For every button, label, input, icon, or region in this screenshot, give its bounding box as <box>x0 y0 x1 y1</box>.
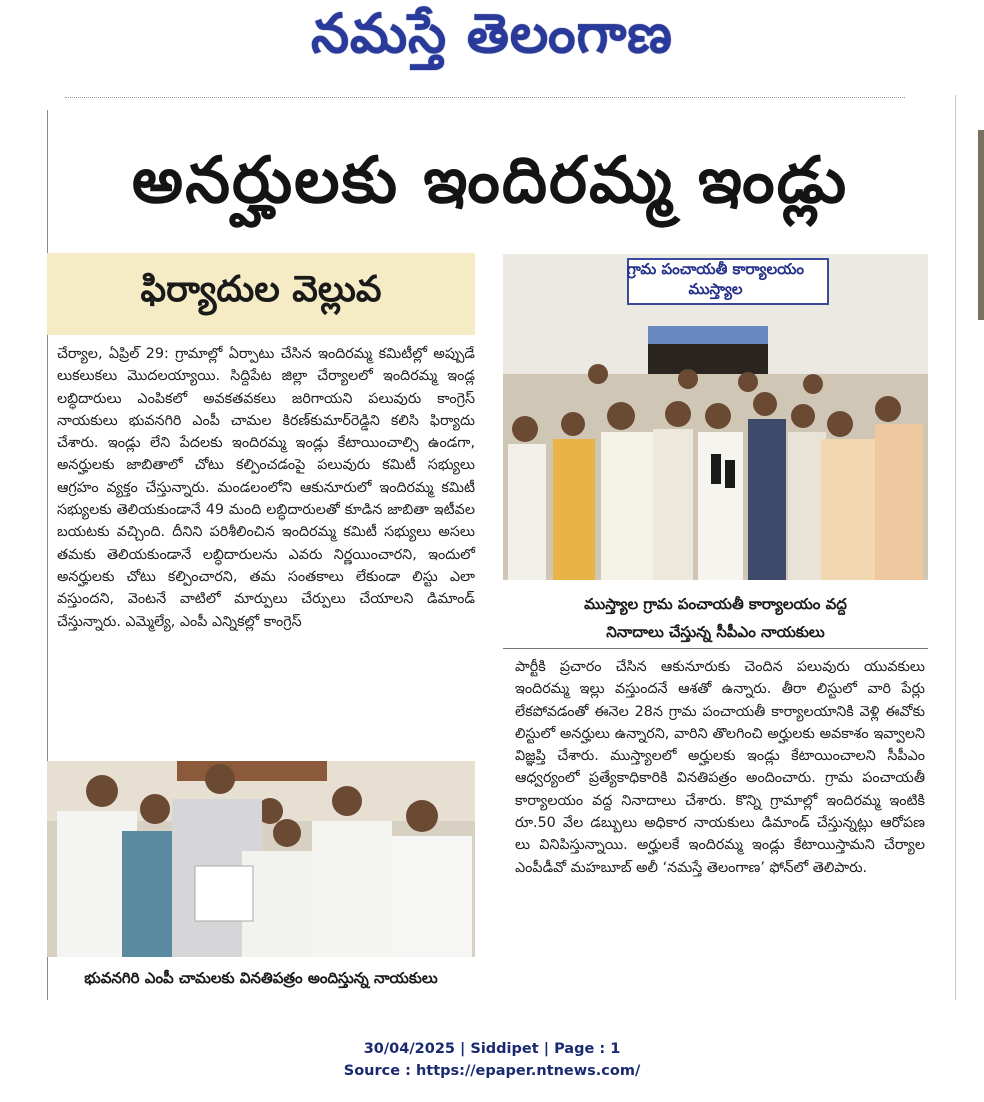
article-column-1: చేర్యాల, ఏప్రిల్ 29: గ్రామాల్లో ఏర్పాటు చేసిన ఇందిరమ్మ కమిటీల్లో అప్పుడే లుకలుకలు మొదలయ్యాయి. సిద్దిపేట జిల్లా చేర్యాలలో ఇందిరమ్మ ఇండ్ల లబ్ధిదారులు ఎంపికలో అవకతవకలు జరిగాయని పలువురు కాంగ్రెస్ నాయకులు భువనగిరి ఎంపీ చామల కిరణ్‌కుమార్‌రెడ్డిని కలిసి ఫిర్యాదు చేశారు. ఇండ్లు లేని పేదలకు ఇందిరమ్మ ఇండ్లు కేటాయించాల్సి ఉండగా, అనర్హులకు జాబితాలో చోటు కల్పించడంపై పలువురు కమిటీ సభ్యులు ఆగ్రహం వ్యక్తం చేస్తున్నారు. మండలంలోని ఆకునూరులో ఇందిరమ్మ కమిటీ సభ్యులకు తెలియకుండానే 49 మంది లబ్ధిదారులతో కూడిన జాబితా ఇటీవల బయటకు వచ్చింది. దీనిని పరిశీలించిన ఇందిరమ్మ కమిటీ సభ్యులు అసలు తమకు తెలియకుండానే లబ్ధిదారులను ఎవరు నిర్ణయించారని, ఇందులో అనర్హులకు చోటు కల్పించారని, తమ సంతకాలు లేకుండా లిస్టు ఎలా వస్తుందని, వెంటనే వాటిలో మార్పులు చేర్పులు చేయాలని డిమాండ్ చేస్తున్నారు. ఎమ్మెల్యే, ఎంపీ ఎన్నికల్లో కాంగ్రెస్ <box>57 346 475 630</box>
office-sign-line-2: ముస్త్యాల <box>688 280 743 298</box>
masthead <box>0 0 984 80</box>
article-subheadline: ఫిర్యాదుల వెల్లువ <box>140 269 382 310</box>
footer-edition-info: 30/04/2025 | Siddipet | Page : 1 <box>363 1041 621 1057</box>
protest-photo-caption <box>503 590 928 646</box>
office-sign-line-1: గ్రామ పంచాయతీ కార్యాలయం <box>627 260 804 278</box>
subheadline-box <box>47 253 475 335</box>
article-headline: అనర్హులకు ఇందిరమ్మ ఇండ్లు <box>131 144 849 218</box>
protest-photo <box>503 254 928 580</box>
petition-photo-caption: భువనగిరి ఎంపీ చామలకు వినతిపత్రం అందిస్తున్న నాయకులు <box>84 969 438 987</box>
caption-divider <box>503 648 928 649</box>
footer-source: Source : https://epaper.ntnews.com/ <box>343 1063 641 1079</box>
clipping-top-border <box>65 97 905 103</box>
protest-photo-illustration <box>503 254 928 580</box>
protest-caption-line-1: ముస్త్యాల గ్రామ పంచాయతీ కార్యాలయం వద్ద <box>584 595 847 613</box>
masthead-title: నమస్తే తెలంగాణ <box>311 1 673 65</box>
protest-caption-line-2: నినాదాలు చేస్తున్న సీపీఎం నాయకులు <box>606 623 825 641</box>
adjacent-photo-strip <box>978 130 984 320</box>
petition-photo <box>47 761 475 957</box>
clipping-right-border <box>955 95 956 1000</box>
petition-photo-illustration <box>47 761 475 957</box>
page-footer <box>0 1038 984 1082</box>
article-column-2: పార్టీకి ప్రచారం చేసిన ఆకునూరుకు చెందిన పలువురు యువకులు ఇందిరమ్మ ఇల్లు వస్తుందనే ఆశతో ఉన్నారు. తీరా లిస్టులో వారి పేర్లు లేకపోవడంతో ఈనెల 28న గ్రామ పంచాయతీ కార్యాలయానికి వెళ్లి ఈవోకు లిస్టులో అనర్హులు ఉన్నారని, వారిని తొలగించి అర్హులకు అవకాశం ఇవ్వాలని విజ్ఞప్తి చేశారు. ముస్త్యాలలో అర్హులకు ఇండ్లు కేటాయించాలని సీపీఎం ఆధ్వర్యంలో ప్రత్యేకాధికారికి వినతిపత్రం అందించారు. గ్రామ పంచాయతీ కార్యాలయం వద్ద నినాదాలు చేశారు. కొన్ని గ్రామాల్లో ఇందిరమ్మ ఇంటికి రూ.50 వేల డబ్బులు అధికార నాయకులు డిమాండ్ చేస్తున్నట్లు ఆరోపణ లు వినిపిస్తున్నాయి. అర్హులకే ఇందిరమ్మ ఇండ్లు కేటాయిస్తామని చేర్యాల ఎంపీడీవో మహబూబ్ అలీ ‘నమస్తే తెలంగాణ’ ఫోన్‌లో తెలిపారు. <box>515 659 925 876</box>
